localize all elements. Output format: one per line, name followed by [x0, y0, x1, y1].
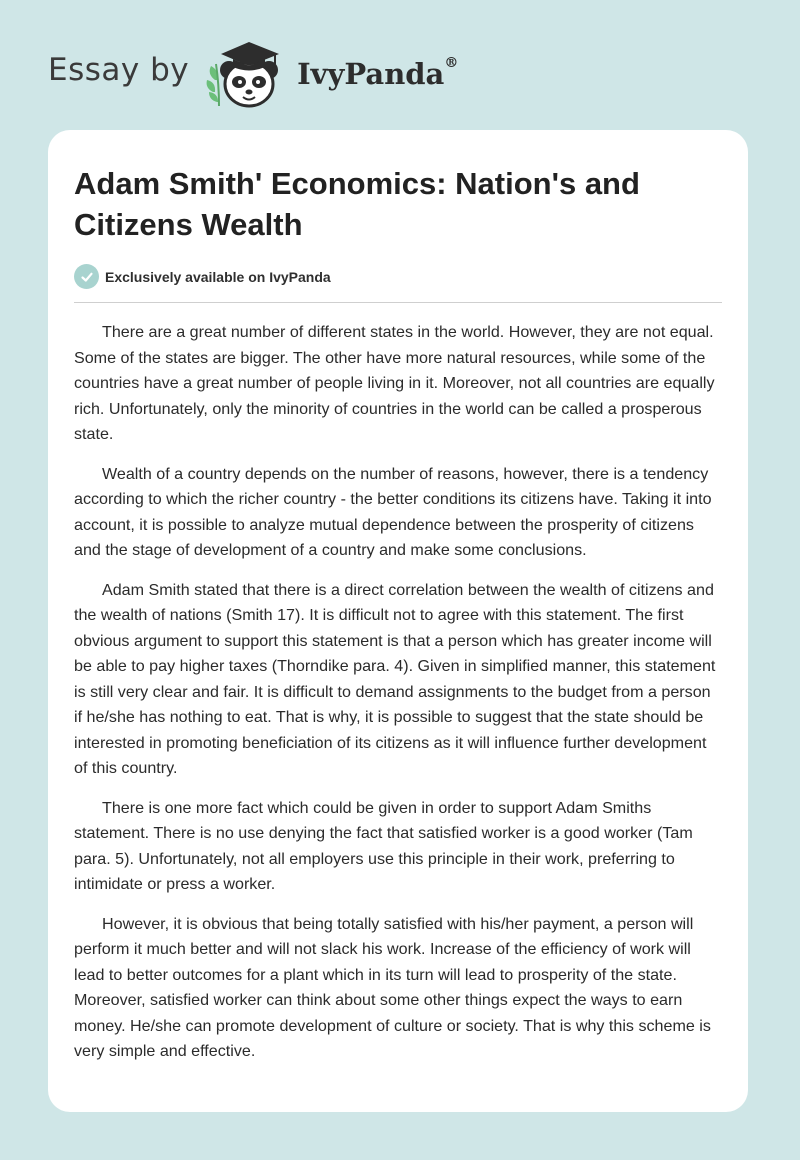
paragraph: However, it is obvious that being totally satisfied with his/her payment, a person will perform it much better and will not slack his work. Increase of the efficiency of work will lead to better outcomes for a plant which in its turn will lead to prosperity of the state. Moreover, satisfied worker can think about some other things expect the ways to earn money. He/she can promote development of culture or society. That is why this scheme is very simple and effective. — [74, 914, 711, 1060]
paragraph: There are a great number of different states in the world. However, they are not equal. Some of the states are bigger. The other have more natural resources, while some of the countries have a great number of people living in it. Moreover, not all countries are equally rich. Unfortunately, only the minority of countries in the world can be called a prosperous state. — [74, 323, 715, 443]
badge-label: Exclusively available on IvyPanda — [105, 268, 331, 285]
page-title: Adam Smith' Economics: Nation's and Citizens Wealth — [74, 166, 640, 242]
panda-logo-icon[interactable] — [203, 34, 291, 110]
essay-body — [74, 320, 722, 1079]
brand-name[interactable] — [297, 57, 458, 91]
paragraph: Wealth of a country depends on the number of reasons, however, there is a tendency according to which the richer country - the better conditions its citizens have. Taking it into account, it is possible to analyze mutual dependence between the prosperity of citizens and the stage of development of a country and make some conclusions. — [74, 464, 712, 559]
essay-by-label: Essay by — [48, 52, 190, 88]
paragraph: Adam Smith stated that there is a direct correlation between the wealth of citizens and the wealth of nations (Smith 17). It is difficult not to agree with this statement. The first obvious argument to support this statement is that a person which has greater income will be able to pay higher taxes (Thorndike para. 4). Given in simplified manner, this statement is still very clear and fair. It is difficult to demand assignments to the budget from a person if he/she has nothing to eat. That is why, it is possible to suggest that the state should be interested in promoting beneficiation of its citizens as it will influence further development of this country. — [74, 580, 716, 777]
paragraph: There is one more fact which could be given in order to support Adam Smiths statement. There is no use denying the fact that satisfied worker is a good worker (Tam para. 5). Unfortunately, not all employers use this principle in their work, preferring to intimidate or press a worker. — [74, 798, 693, 893]
divider — [74, 302, 722, 303]
registered-mark: ® — [444, 55, 459, 71]
checkmark-icon — [74, 264, 99, 289]
essay-card — [48, 130, 748, 1112]
exclusive-badge — [74, 264, 331, 289]
site-header — [48, 34, 458, 110]
brand-text: IvyPanda — [297, 57, 445, 91]
